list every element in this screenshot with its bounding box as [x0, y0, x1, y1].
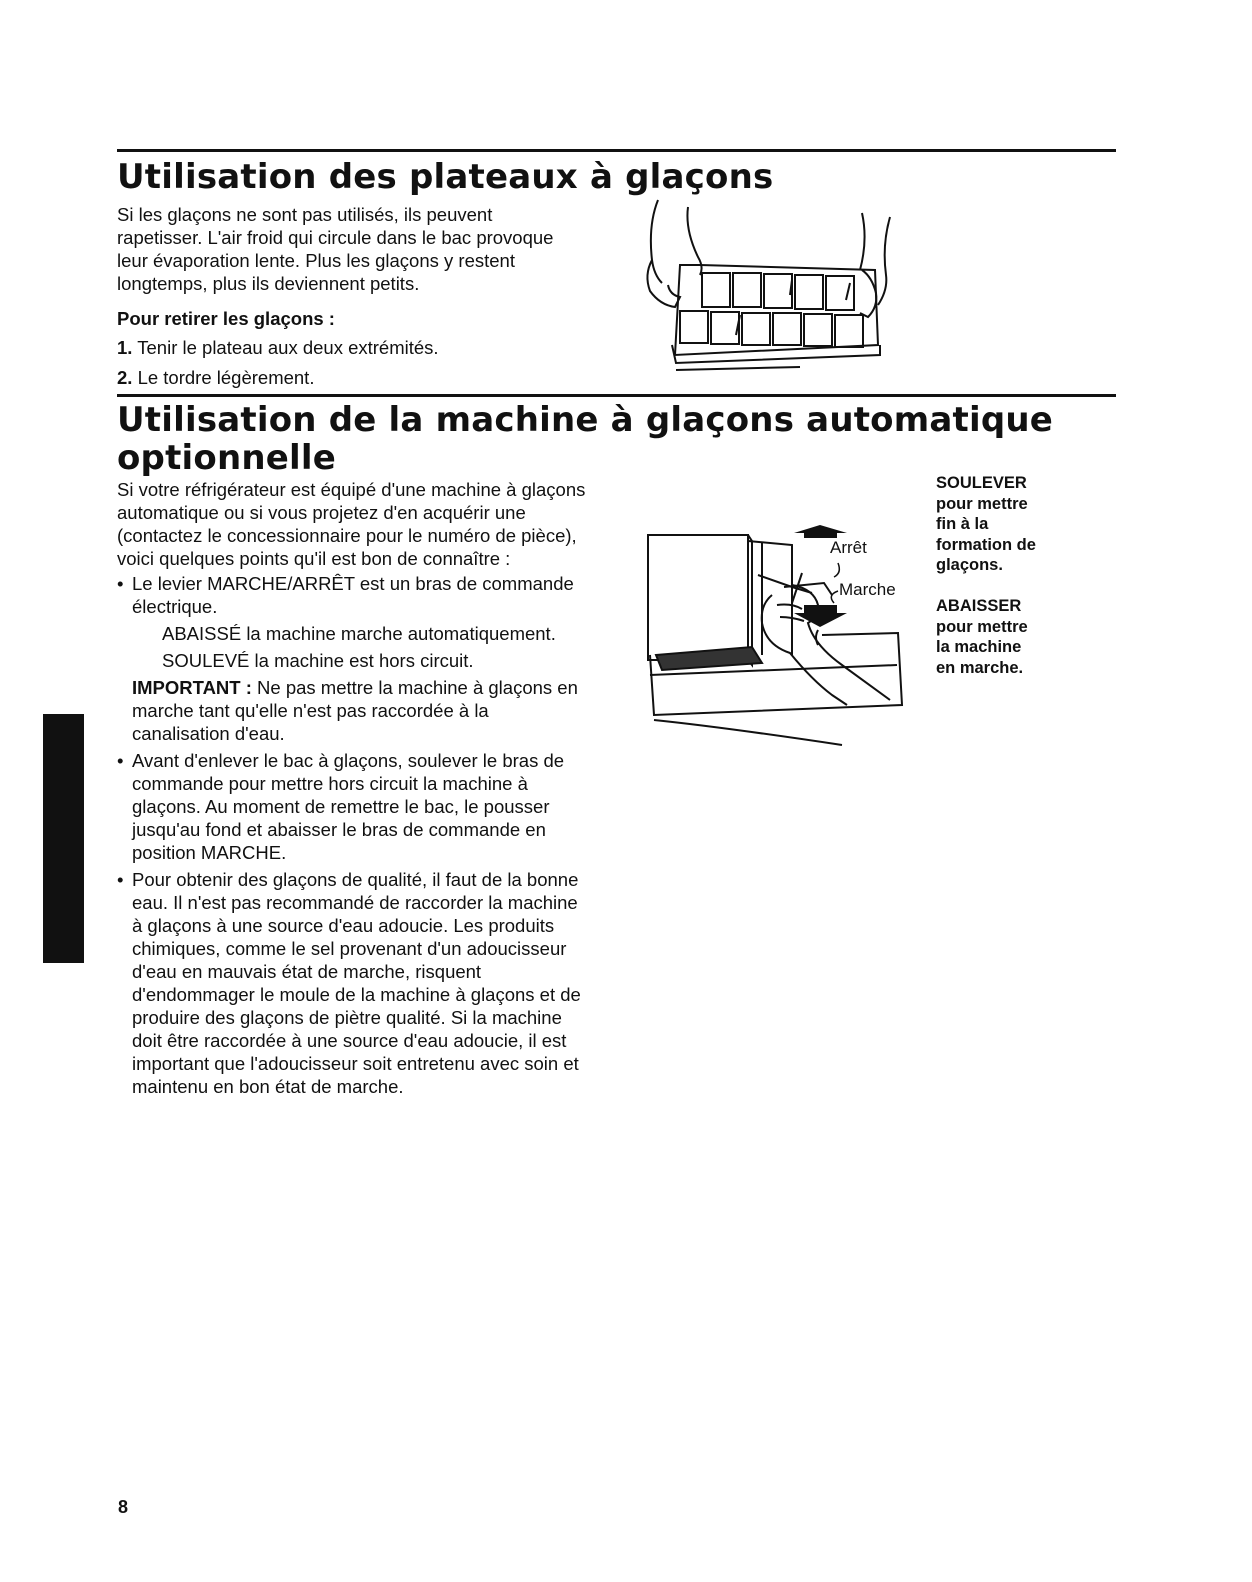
up-arrow-icon [794, 525, 847, 538]
abaisser-heading: ABAISSER [936, 597, 1022, 615]
bullet-list [117, 572, 637, 1098]
step-item [117, 366, 637, 389]
bullet-line: eau. Il n'est pas recommandé de raccorder la machine [132, 892, 578, 913]
section2-intro-line: automatique ou si vous projetez d'en acquérir une [117, 502, 526, 523]
bullet-line: chimiques, comme le sel provenant d'un adoucisseur [132, 938, 567, 959]
marche-label: Marche [839, 580, 896, 599]
bullet-line: important que l'adoucisseur soit entretenu avec soin et [132, 1053, 579, 1074]
section2-intro-line: Si votre réfrigérateur est équipé d'une machine à glaçons [117, 479, 586, 500]
abaisser-line: la machine [936, 638, 1022, 656]
soulever-label [936, 473, 1036, 576]
section2-title-line1: Utilisation de la machine à glaçons automatique [117, 400, 1054, 440]
soulever-line: formation de [936, 535, 1036, 554]
section2-rule [117, 394, 1116, 397]
bullet-sub-line: ABAISSÉ la machine marche automatiquement. [162, 623, 556, 644]
bullet-item [117, 749, 637, 864]
bullet-line: d'eau en mauvais état de marche, risquent [132, 961, 482, 982]
section1-intro-line: leur évaporation lente. Plus les glaçons y restent [117, 250, 515, 271]
section-tab-marker [43, 714, 84, 963]
bullet-item [117, 868, 637, 1098]
section1-intro-line: rapetisser. L'air froid qui circule dans le bac provoque [117, 227, 554, 248]
abaisser-label [936, 596, 1028, 678]
steps-list [117, 336, 637, 389]
step-item [117, 336, 637, 359]
bullet-line: Pour obtenir des glaçons de qualité, il faut de la bonne [132, 869, 579, 890]
step-number: 2. [117, 367, 133, 388]
important-line: marche tant qu'elle n'est pas raccordée à la [132, 700, 489, 721]
bullet-line: à glaçons à une source d'eau adoucie. Les produits [132, 915, 555, 936]
section1-body [117, 203, 637, 396]
section2-intro-line: (contactez le concessionnaire pour le numéro de pièce), [117, 525, 577, 546]
important-note [132, 676, 637, 699]
step-text: Le tordre légèrement. [137, 367, 315, 388]
bullet-line: maintenu en bon état de marche. [132, 1076, 404, 1097]
section2-intro-line: voici quelques points qu'il est bon de connaître : [117, 548, 511, 569]
bullet-item [117, 572, 637, 745]
important-line: canalisation d'eau. [132, 723, 285, 744]
section1-intro-line: longtemps, plus ils deviennent petits. [117, 273, 420, 294]
bullet-sub-line: SOULEVÉ la machine est hors circuit. [162, 650, 474, 671]
bullet-line: Le levier MARCHE/ARRÊT est un bras de commande [132, 573, 574, 594]
soulever-line: fin à la [936, 515, 989, 533]
soulever-line: pour mettre [936, 494, 1028, 513]
step-number: 1. [117, 337, 133, 358]
important-label: IMPORTANT : [132, 677, 252, 698]
section1-title: Utilisation des plateaux à glaçons [117, 157, 774, 197]
step-text: Tenir le plateau aux deux extrémités. [137, 337, 439, 358]
bullet-line: glaçons. Au moment de remettre le bac, le pousser [132, 796, 550, 817]
section1-intro-line: Si les glaçons ne sont pas utilisés, ils peuvent [117, 204, 493, 225]
ice-maker-illustration [642, 505, 912, 750]
important-text: Ne pas mettre la machine à glaçons en [251, 677, 578, 698]
bullet-line: produire des glaçons de piètre qualité. Si la machine [132, 1007, 562, 1028]
ice-tray-illustration [640, 195, 900, 375]
page-number: 8 [118, 1497, 129, 1517]
abaisser-line: en marche. [936, 658, 1024, 677]
section2-body [117, 478, 637, 1102]
bullet-line: commande pour mettre hors circuit la machine à [132, 773, 528, 794]
arret-label: Arrêt [830, 538, 867, 557]
soulever-line: glaçons. [936, 556, 1003, 574]
section2-title-line2: optionnelle [117, 438, 336, 478]
bullet-line: électrique. [132, 596, 218, 617]
bullet-dot: • [117, 869, 124, 890]
bullet-line: jusqu'au fond et abaisser le bras de commande en [132, 819, 546, 840]
top-rule [117, 149, 1116, 152]
bullet-line: doit être raccordée à une source d'eau adoucie, il est [132, 1030, 567, 1051]
soulever-heading: SOULEVER [936, 474, 1027, 492]
bullet-line: d'endommager le moule de la machine à glaçons et de [132, 984, 581, 1005]
bullet-dot: • [117, 750, 124, 771]
bullet-dot: • [117, 573, 124, 594]
section1-subheading: Pour retirer les glaçons : [117, 308, 335, 329]
bullet-line: position MARCHE. [132, 842, 287, 863]
abaisser-line: pour mettre [936, 617, 1028, 636]
bullet-line: Avant d'enlever le bac à glaçons, soulever le bras de [132, 750, 565, 771]
